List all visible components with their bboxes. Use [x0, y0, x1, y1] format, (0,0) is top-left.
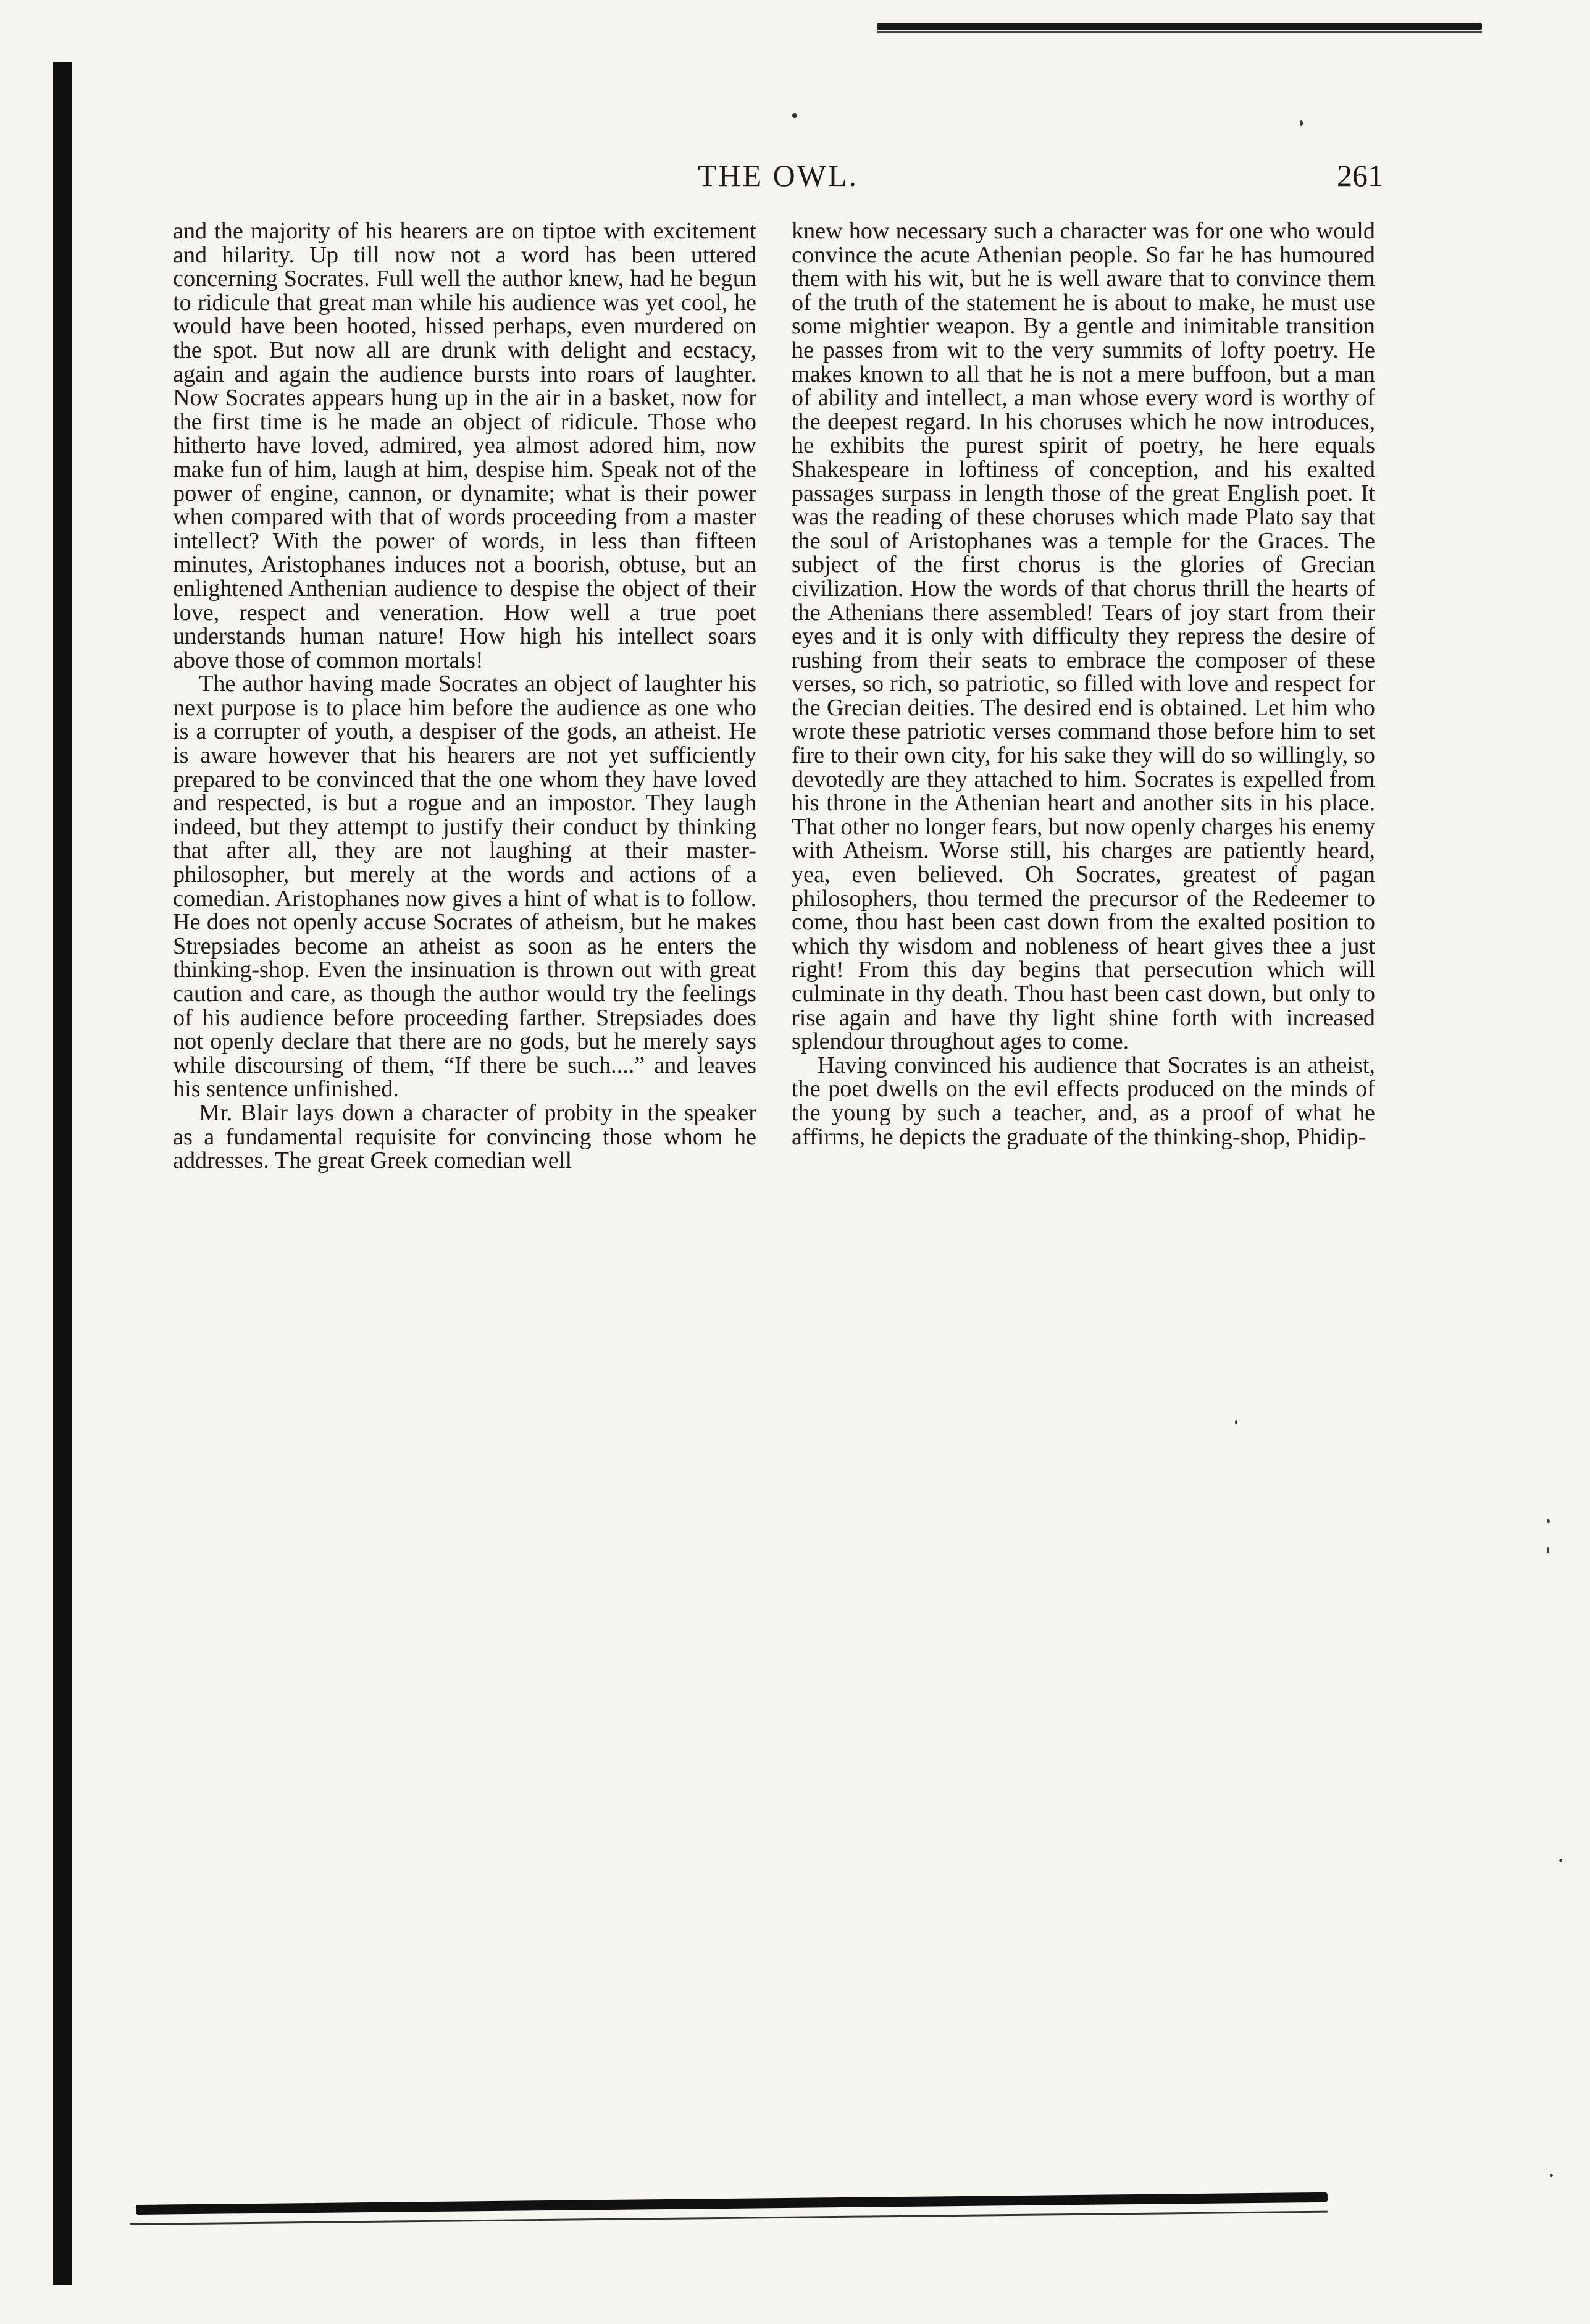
print-speck [1547, 1547, 1549, 1553]
bottom-rule-thin [130, 2211, 1328, 2225]
print-speck [1550, 2174, 1553, 2177]
binding-edge [53, 62, 72, 2285]
bottom-rule [136, 2192, 1328, 2215]
print-speck [1559, 1859, 1562, 1862]
top-rule [877, 23, 1482, 30]
paragraph: The author having made Socrates an object of laughter his next purpose is to place him before the audience as one who is a corrupter of youth, a despiser of the gods, an atheist. He is aware however that his hearers are not yet sufficiently prepared to be convinced that the one whom they have loved and respected, is but a rogue and an impostor. They laugh indeed, but they attempt to justify their conduct by thinking that after all, they are not laughing at their master-philosopher, but merely at the words and actions of a comedian. Aristophanes now gives a hint of what is to follow. He does not openly accuse Socrates of atheism, but he makes Strepsiades become an atheist as soon as he enters the thinking-shop. Even the insinuation is thrown out with great caution and care, as though the author would try the feelings of his audience before proceeding farther. Strepsiades does not openly declare that there are no gods, but he merely says while discoursing of them, “If there be such....” and leaves his sentence unfinished. [173, 671, 756, 1102]
print-speck [1235, 1420, 1237, 1424]
running-title: THE OWL. [697, 158, 859, 193]
print-speck [1300, 120, 1303, 126]
paragraph: Mr. Blair lays down a character of probity in the speaker as a fundamental requisite for convincing those whom he addresses. The great Greek comedian well [173, 1099, 756, 1174]
right-column [792, 219, 1375, 1149]
paragraph: knew how necessary such a character was for one who would convince the acute Athenian people. So far he has humoured them with his wit, but he is well aware that to convince them of the truth of the statement he is about to make, he must use some mightier weapon. By a gentle and inimitable transition he passes from wit to the very summits of lofty poetry. He makes known to all that he is not a mere buffoon, but a man of ability and intellect, a man whose every word is worthy of the deepest regard. In his choruses which he now introduces, he exhibits the purest spirit of poetry, he here equals Shakespeare in loftiness of conception, and his exalted passages surpass in length those of the great English poet. It was the reading of these choruses which made Plato say that the soul of Aristophanes was a temple for the Graces. The subject of the first chorus is the glories of Grecian civilization. How the words of that chorus thrill the hearts of the Athenians there assembled! Tears of joy start from their eyes and it is only with difficulty they repress the desire of rushing from their seats to embrace the composer of these verses, so rich, so patriotic, so filled with love and respect for the Grecian deities. The desired end is obtained. Let him who wrote these patriotic verses command those before him to set fire to their own city, for his sake they will do so willingly, so devotedly are they attached to him. Socrates is expelled from his throne in the Athenian heart and another sits in his place. That other no longer fears, but now openly charges his enemy with Atheism. Worse still, his charges are patiently heard, yea, even believed. Oh Socrates, greatest of pagan philosophers, thou termed the precursor of the Redeemer to come, thou hast been cast down from the exalted position to which thy wisdom and nobleness of heart gives thee a just right! From this day begins that persecution which will culminate in thy death. Thou hast been cast down, but only to rise again and have thy light shine forth with increased splendour throughout ages to come. [792, 218, 1375, 1055]
left-column [173, 219, 756, 1173]
paragraph: Having convinced his audience that Socrates is an atheist, the poet dwells on the evil effects produced on the minds of the young by such a teacher, and, as a proof of what he affirms, he depicts the graduate of the thinking-shop, Phidip- [792, 1052, 1375, 1150]
top-rule-thin [877, 31, 1482, 33]
page-number: 261 [1337, 158, 1383, 193]
paragraph: and the majority of his hearers are on tiptoe with excitement and hilarity. Up till now not a word has been uttered concerning Socrates. Full well the author knew, had he begun to ridicule that great man while his audience was yet cool, he would have been hooted, hissed perhaps, even murdered on the spot. But now all are drunk with delight and ecstacy, again and again the audience bursts into roars of laughter. Now Socrates appears hung up in the air in a basket, now for the first time is he made an object of ridicule. Those who hitherto have loved, admired, yea almost adored him, now make fun of him, laugh at him, despise him. Speak not of the power of engine, cannon, or dynamite; what is their power when compared with that of words proceeding from a master intellect? With the power of words, in less than fifteen minutes, Aristophanes induces not a boorish, obtuse, but an enlightened Anthenian audience to despise the object of their love, respect and veneration. How well a true poet understands human nature! How high his intellect soars above those of common mortals! [173, 218, 756, 673]
page-header [167, 157, 1389, 201]
print-speck [1547, 1519, 1550, 1523]
print-speck [792, 113, 797, 118]
